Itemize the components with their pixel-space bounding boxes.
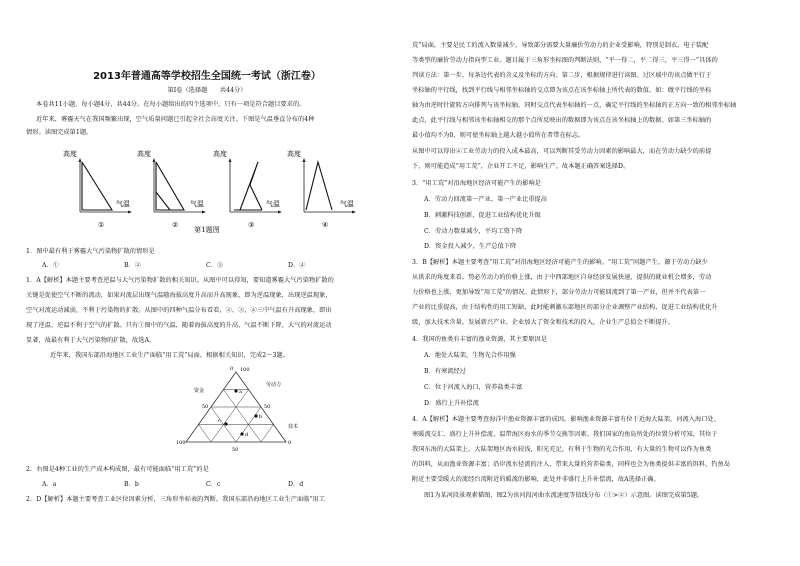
figure-5-intro: 图1为某河段景观素描图，图2为该河段河曲水流速度等值线分布（①>②）示意图。读图完成第5题。 [424,492,704,499]
tick-label: 50 [264,404,271,410]
tick-label: 0 [288,440,292,446]
answer-2-cont: 此点，此平行线与相邻该坐标轴相交的那个点所反映出的数据即为该点在该坐标轴上的数据。如第三坐标轴的 [412,117,712,124]
x-axis-label: 气温 [190,200,204,208]
work-intro: 近年来，我国东部沿海地区工业生产面临“用工荒”局面。根据相关知识，完成2～3题。 [50,352,289,359]
point-label-a: a [239,389,242,395]
answer-4-line: 寒暖流交汇、盛行上升补偿流、温带海区海水的季节交换等因素。我们国家的鱼岛所处的位置分析可知，其位于 [412,431,718,438]
figure-cost-triangle [176,364,316,454]
fog-intro-line-1: 近年来，雾霾天气在我国频繁出现，空气质量问题已引起全社会高度关注。下图是气温垂直分布的4种 [36,116,315,123]
profile-line-2 [156,162,184,210]
answer-4-line: 附近主要受暖大的流经台湾附近的暖流的影响，此处并非盛行上升补偿流，故A选择正确。 [412,476,660,483]
tick-label: 0 [230,366,234,372]
answer-2-cont: 坐标轴的平行线，找到平行线与相邻坐标轴的交点即为该点在该坐标轴上所代表的数值。如：做平行线的坐标 [412,87,712,94]
profile-line-3 [240,162,262,210]
q2-option-c: C．c [206,481,221,488]
profile-panel-4 [287,149,356,229]
q2-option-a: A．a [42,481,57,488]
answer-2-line: 2．D【解析】本题主要考查工业区位因素分析，三角形坐标表的判断。我国东部沿海地区工业生产面临“用工 [26,496,326,503]
q2-option-b: B．b [124,481,139,488]
axis-label-tech: 技术 [288,424,299,430]
answer-3-line: 产业的比重提高，由于结构性的用工短缺，此时能刺激东部地区的部分企业调整产业结构，促进工业结构优化升 [412,304,718,311]
x-axis-label: 气温 [340,200,354,208]
point-label-c: c [218,418,221,424]
figure-temperature-profiles [26,140,388,240]
profile-panel-3 [213,149,282,229]
panel-label-2: ② [172,221,179,229]
tick-label: 100 [176,440,186,446]
question-2: 2．右图是4种工业的生产成本构成图，最有可能面临“用工荒”的是 [26,466,209,473]
q4-option-d: D．盛行上升补偿流 [424,400,479,407]
y-axis-label: 高度 [213,150,227,158]
answer-4-line: 4．A【解析】本题主要考查海洋中渔业资源丰富的成因。影响渔业资源丰富有位于近海大陆架、河流入海口处、 [412,416,720,423]
panel-label-1: ① [98,221,105,229]
fog-intro-line-2: 情形。读图完成第1题。 [26,129,93,136]
section-heading: 第Ⅰ卷（选择题 共44分） [167,87,247,94]
answer-2-cont: 判读方法：第一步，每条边代表的含义及坐标的方向；第二步，根据规律进行读图。过区域中的该点做平行于 [412,72,712,79]
q4-option-b: B．有寒流经过 [424,368,467,375]
answer-1-line: 现了逆温，逆温不利于空气的扩散。只有①图中的气温，随着海拔高度的升高，气温不断下降，大气的对流运动 [26,322,332,329]
y-axis-label: 高度 [137,150,151,158]
x-axis-label: 气温 [266,200,280,208]
q3-option-c: C．劳动力数量减少，平均工资下降 [424,228,523,235]
answer-4-line: 的饵料，从而渔业资源丰富；沿岸流水径流的注入，带来大量的营养盐类，同样也会为鱼类提供丰富的饵料，钓鱼岛 [412,461,731,468]
answer-2-cont: 最小值均不为0，则可使坐标轴上越大越小值所在者带在标志。 [412,132,585,139]
q4-option-a: A．地处大陆架，生物光合作用强 [424,352,516,359]
axis-label-labor: 劳动力 [266,382,282,388]
q1-option-b: B．② [124,262,142,269]
answer-3-line: 3．B【解析】本题主要考查“用工荒”对沿海地区经济可能产生的影响。“用工荒”问题产生，源于劳动力缺少 [412,259,708,266]
answer-1-line: 空气对流运动减弱，不利于污染物的扩散。从图中的四种气温分布看看，②、③、④三中气温有升高现象，即出 [26,307,332,314]
q4-option-c: C．位于河流入海口，营养盐类丰富 [424,384,523,391]
q1-option-a: A．① [42,262,59,269]
question-4: 4．我国的鱼类有丰富的渔业资源，其主要原因是 [412,336,547,343]
answer-1-line: 关键是促使空气不断的流动，如果对流层出现气温随海拔高度升高而升高现象，即为逆温现象，出现逆温现象， [26,292,332,299]
tick-label: 50 [202,404,209,410]
q2-option-d: D．d [288,481,304,488]
x-axis-label: 气温 [116,200,130,208]
y-axis-label: 高度 [63,150,77,158]
answer-3-line: 从供求的角度来看，势必劳动力的价格上涨，由于中西部地区自身经济发展快速，提供的就业机会增多，劳动 [412,274,712,281]
answer-2-cont: 轴为由逆时针旋转方向排列与该坐标轴，同时交点代表坐标轴的一点，确定平行线的坐标轴的正方向一致的相邻坐标轴 [412,102,737,109]
profile-panel-1 [63,149,132,229]
point-label-d: d [245,432,249,438]
answer-1-line: 1．A【解析】本题主要考查逆温与大气污染物扩散的相关知识。从图中可以得知，要知道雾霾大气污染物扩散的 [26,277,334,284]
answer-2-conclusion: 从图中可以得出④工业劳动力的投入成本最高，可以判断其受劳动力因素的影响最大，而在劳动力缺少的前提 [412,148,712,155]
q3-option-a: A．劳动力回流第一产业，第一产业比重提高 [424,196,548,203]
profile-line-1 [82,162,112,210]
question-1: 1．图中最有利于雾霾大气污染物扩散的情形是 [26,248,155,255]
q3-option-d: D．资金投入减少，生产总值下降 [424,243,517,250]
tick-label: 100 [240,367,250,373]
q3-option-b: B．刺激科技创新，促进工业结构优化升级 [424,212,541,219]
answer-2-cont: 等类型的廉价劳动力指向型工业。题目属于三角形坐标图的判断法则，“平一得二，平二得三，平三得一”具体的 [412,57,718,64]
q1-option-d: D．④ [288,262,306,269]
y-axis-label: 高度 [287,150,301,158]
instructions: 本卷共11小题，每小题4分，共44分。在每小题给出的四个选项中，只有一项是符合题目要求的。 [36,101,306,108]
panel-label-3: ③ [248,221,255,229]
axis-label-capital: 资金 [194,388,205,394]
profile-line-4 [306,162,332,210]
panel-label-4: ④ [322,221,329,229]
page-title: 2013年普通高等学校招生全国统一考试（浙江卷） [93,71,321,82]
answer-2-conclusion: 下，则可能造成“用工荒”，企业开工不足，影响生产。故本题正确答案选择D。 [412,163,630,170]
answer-1-line: 显著，故最有利于大气污染物的扩散，故选A。 [26,337,156,344]
question-3: 3．“用工荒”对沿海地区经济可能产生的影响是 [412,180,541,187]
profile-panel-2 [137,149,206,229]
answer-3-line: 级，加大技术含量，发展新兴产业。企业加大了资金和技术的投入，企业生产总值会不断提升。 [412,319,674,326]
figure-1-caption: 第1题图 [194,226,220,234]
point-label-b: b [259,414,263,420]
answer-2-cont: 荒”局面，主要是民工的流入数量减少，导致部分需要大量廉价劳动力的企业受影响，特别是制衣、电子装配 [412,42,709,49]
answer-3-line: 力价格也上涨，更加导致“用工荒”的情况。此情形下，部分劳动力可能回流到了第一产业，但并不代表第一 [412,289,706,296]
tick-label: 50 [232,447,239,453]
answer-4-line: 我国东海的大陆架上，大陆架地区海水较浅，阳光充足，有利于生物的光合作用，有大量的生物可以作为鱼类 [412,446,712,453]
q1-option-c: C．③ [206,262,224,269]
